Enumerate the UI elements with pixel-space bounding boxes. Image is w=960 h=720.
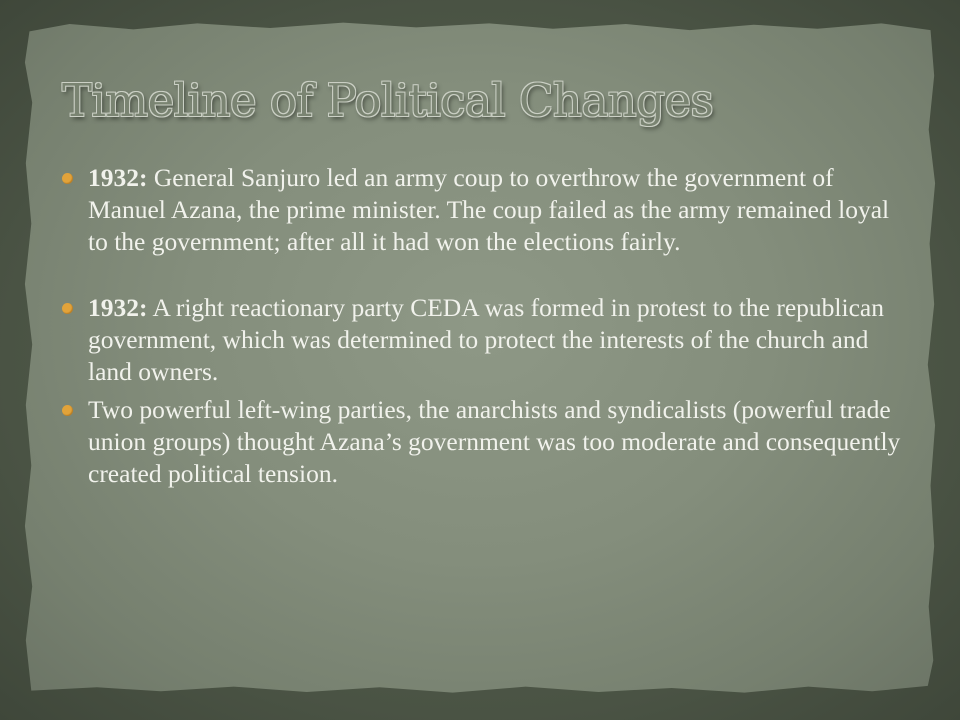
bullet-text: Two powerful left-wing parties, the anarchists and syndicalists (powerful trade union groups) thought Azana’s government was too moderate and consequently created political tension. [88, 395, 901, 488]
bullet-list [62, 162, 912, 490]
slide-title: Timeline of Political Changes [62, 74, 714, 127]
bullet-text: A right reactionary party CEDA was formed in protest to the republican government, which was determined to protect the interests of the church and land owners. [88, 293, 884, 386]
bullet-item-ceda [62, 292, 912, 388]
bullet-year: 1932: [88, 293, 148, 322]
bullet-year: 1932: [88, 163, 148, 192]
bullet-item-left-wing [62, 394, 912, 490]
bullet-item-coup [62, 162, 912, 258]
bullet-text: General Sanjuro led an army coup to overthrow the government of Manuel Azana, the prime minister. The coup failed as the army remained loyal to the government; after all it had won the elections fairly. [88, 163, 890, 256]
